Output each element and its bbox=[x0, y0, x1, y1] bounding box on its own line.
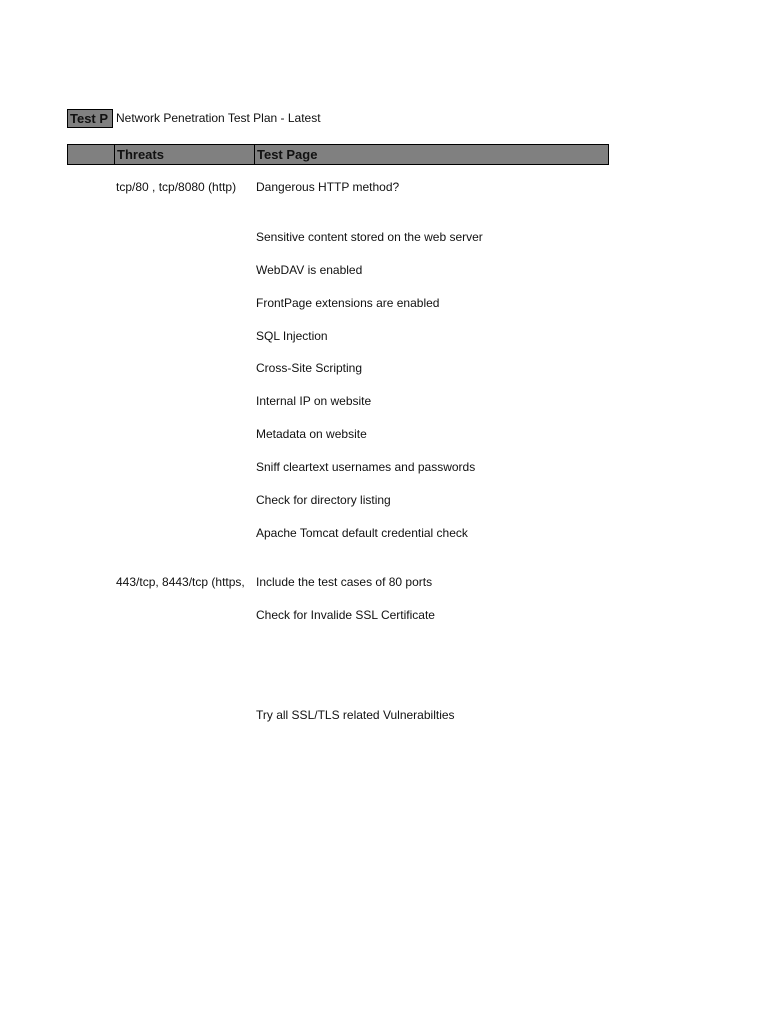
test-item: Try all SSL/TLS related Vulnerabilties bbox=[256, 708, 455, 722]
header-threats: Threats bbox=[114, 145, 254, 164]
document-title: Network Penetration Test Plan - Latest bbox=[116, 111, 321, 125]
test-item: Metadata on website bbox=[256, 427, 367, 441]
test-item: FrontPage extensions are enabled bbox=[256, 296, 440, 310]
test-item: Sniff cleartext usernames and passwords bbox=[256, 460, 476, 474]
test-item: Cross-Site Scripting bbox=[256, 361, 363, 375]
test-item: Include the test cases of 80 ports bbox=[256, 575, 433, 589]
header-test-page: Test Page bbox=[254, 145, 608, 164]
title-label-cell: Test P bbox=[67, 109, 113, 128]
threat-https: 443/tcp, 8443/tcp (https, bbox=[116, 575, 245, 589]
test-item: Apache Tomcat default credential check bbox=[256, 526, 468, 540]
threat-http: tcp/80 , tcp/8080 (http) bbox=[116, 180, 237, 194]
test-item: Check for directory listing bbox=[256, 493, 391, 507]
test-item: Sensitive content stored on the web server bbox=[256, 230, 483, 244]
test-item: Dangerous HTTP method? bbox=[256, 180, 400, 194]
test-item: SQL Injection bbox=[256, 329, 328, 343]
test-item: WebDAV is enabled bbox=[256, 263, 363, 277]
test-item: Check for Invalide SSL Certificate bbox=[256, 608, 435, 622]
test-item: Internal IP on website bbox=[256, 394, 372, 408]
table-header-row bbox=[67, 144, 609, 165]
